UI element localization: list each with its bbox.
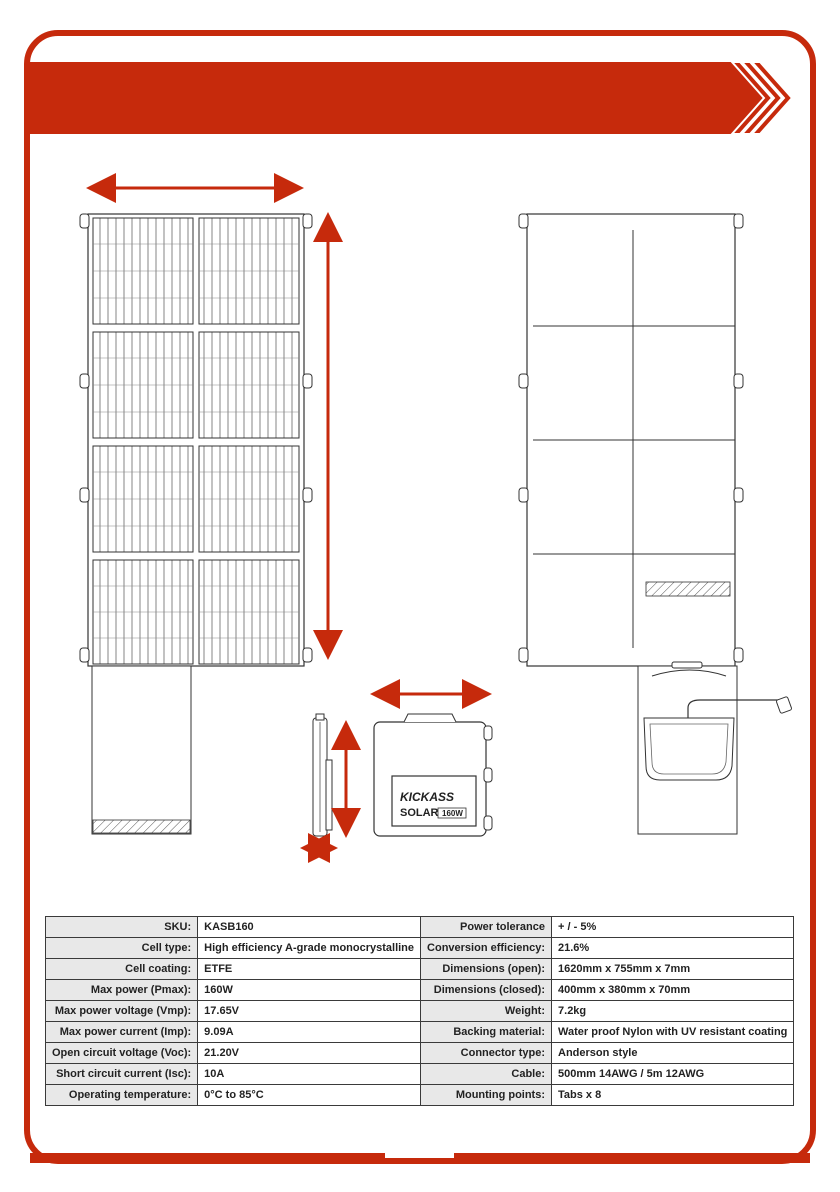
spec-row — [46, 938, 794, 959]
spec-label: Weight: — [421, 1001, 552, 1022]
spec-value: KASB160 — [198, 917, 421, 938]
back-view — [519, 214, 792, 834]
spec-value: High efficiency A-grade monocrystalline — [198, 938, 421, 959]
spec-table — [45, 916, 794, 1106]
closed-case-view — [374, 694, 492, 836]
spec-label: Conversion efficiency: — [421, 938, 552, 959]
svg-text:SOLAR: SOLAR — [400, 807, 439, 819]
spec-value: 17.65V — [198, 1001, 421, 1022]
spec-label: Backing material: — [421, 1022, 552, 1043]
spec-label: Max power current (Imp): — [46, 1022, 198, 1043]
spec-label: Short circuit current (Isc): — [46, 1064, 198, 1085]
spec-label: Open circuit voltage (Voc): — [46, 1043, 198, 1064]
spec-row — [46, 1043, 794, 1064]
brand-logo: KICKASS — [400, 790, 455, 804]
svg-text:160W: 160W — [442, 809, 463, 818]
spec-label: Connector type: — [421, 1043, 552, 1064]
spec-row — [46, 1022, 794, 1043]
spec-value: + / - 5% — [552, 917, 794, 938]
spec-row — [46, 980, 794, 1001]
footer-bar-left — [30, 1153, 385, 1163]
spec-value: 160W — [198, 980, 421, 1001]
spec-label: Cell coating: — [46, 959, 198, 980]
spec-value: 21.20V — [198, 1043, 421, 1064]
footer-bar-right — [454, 1153, 810, 1163]
spec-row — [46, 1064, 794, 1085]
spec-label: Operating temperature: — [46, 1085, 198, 1106]
spec-row — [46, 917, 794, 938]
spec-label: Power tolerance — [421, 917, 552, 938]
spec-value: 0°C to 85°C — [198, 1085, 421, 1106]
spec-label: Dimensions (closed): — [421, 980, 552, 1001]
spec-label: Max power (Pmax): — [46, 980, 198, 1001]
spec-row — [46, 959, 794, 980]
spec-row — [46, 1085, 794, 1106]
spec-value: Water proof Nylon with UV resistant coating — [552, 1022, 794, 1043]
spec-label: Max power voltage (Vmp): — [46, 1001, 198, 1022]
spec-value: 500mm 14AWG / 5m 12AWG — [552, 1064, 794, 1085]
spec-label: Mounting points: — [421, 1085, 552, 1106]
spec-value: ETFE — [198, 959, 421, 980]
spec-value: Tabs x 8 — [552, 1085, 794, 1106]
spec-label: Cell type: — [46, 938, 198, 959]
spec-value: 9.09A — [198, 1022, 421, 1043]
front-view — [80, 188, 328, 834]
spec-label: SKU: — [46, 917, 198, 938]
spec-value: 1620mm x 755mm x 7mm — [552, 959, 794, 980]
spec-value: 10A — [198, 1064, 421, 1085]
spec-label: Cable: — [421, 1064, 552, 1085]
spec-value: 21.6% — [552, 938, 794, 959]
spec-label: Dimensions (open): — [421, 959, 552, 980]
side-view — [306, 714, 346, 848]
spec-value: 400mm x 380mm x 70mm — [552, 980, 794, 1001]
spec-row — [46, 1001, 794, 1022]
spec-value: 7.2kg — [552, 1001, 794, 1022]
spec-value: Anderson style — [552, 1043, 794, 1064]
